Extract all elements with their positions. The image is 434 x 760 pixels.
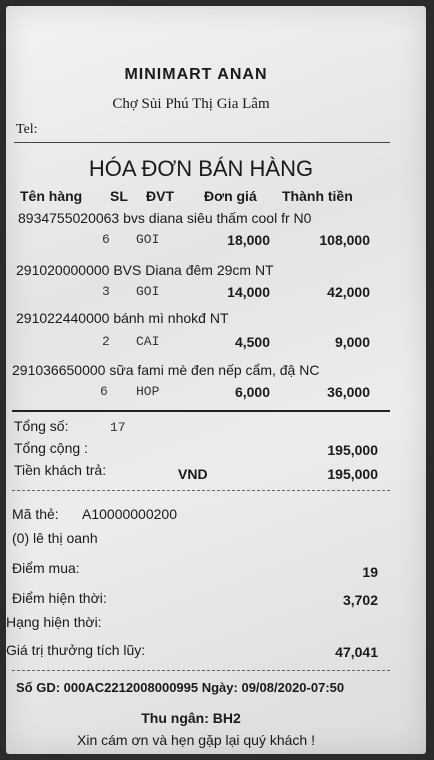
item-total: 42,000 — [327, 284, 370, 300]
item-unit: HOP — [136, 384, 160, 399]
grand-total-value: 195,000 — [327, 442, 378, 458]
header-divider — [14, 142, 390, 143]
customer-paid-value: 195,000 — [327, 466, 378, 482]
customer-divider — [12, 670, 390, 671]
purchase-points-value: 19 — [362, 564, 378, 580]
reward-value: 47,041 — [335, 644, 378, 660]
receipt — [6, 6, 426, 754]
item-name: 8934755020063 bvs diana siêu thấm cool fr N0 — [18, 210, 312, 226]
item-unit: GOI — [136, 284, 160, 299]
item-price: 18,000 — [227, 232, 270, 248]
column-header-name: Tên hàng — [20, 188, 83, 204]
card-label: Mã thẻ: — [12, 506, 59, 522]
purchase-points-label: Điểm mua: — [12, 560, 80, 576]
column-header-total: Thành tiền — [282, 188, 353, 204]
item-qty: 6 — [100, 384, 108, 399]
thank-you-message: Xin cám ơn và hẹn gặp lại quý khách ! — [77, 732, 315, 748]
item-price: 4,500 — [234, 334, 270, 350]
reward-value-label: Giá trị thưởng tích lũy: — [6, 642, 146, 658]
total-count-value: 17 — [110, 420, 126, 435]
customer-name: (0) lê thị oanh — [12, 530, 98, 546]
item-total: 36,000 — [327, 384, 370, 400]
item-total: 9,000 — [334, 334, 370, 350]
store-address: Chợ Sủi Phú Thị Gia Lâm — [112, 96, 270, 112]
column-header-qty: SL — [110, 188, 128, 204]
cashier: Thu ngân: BH2 — [141, 710, 241, 726]
current-points-label: Điểm hiện thời: — [12, 590, 107, 606]
total-count-label: Tổng số: — [14, 418, 69, 434]
summary-divider — [12, 490, 390, 491]
item-price: 6,000 — [234, 384, 270, 400]
item-qty: 6 — [102, 232, 110, 247]
item-price: 14,000 — [227, 284, 270, 300]
column-header-unit: ĐVT — [146, 188, 174, 204]
item-name: 291020000000 BVS Diana đêm 29cm NT — [16, 262, 274, 278]
current-points-value: 3,702 — [342, 592, 378, 608]
item-total: 108,000 — [319, 232, 370, 248]
items-divider — [12, 410, 390, 412]
invoice-title: HÓA ĐƠN BÁN HÀNG — [88, 156, 314, 181]
item-qty: 3 — [102, 284, 110, 299]
customer-paid-label: Tiền khách trả: — [14, 462, 107, 478]
item-unit: CAI — [136, 334, 160, 349]
item-name: 291022440000 bánh mì nhokđ NT — [16, 310, 229, 326]
current-rank-label: Hạng hiện thời: — [6, 614, 102, 630]
column-header-price: Đơn giá — [204, 188, 257, 204]
item-unit: GOI — [136, 232, 160, 247]
item-name: 291036650000 sữa fami mè đen nếp cẩm, đậ NC — [12, 362, 320, 378]
item-qty: 2 — [102, 334, 110, 349]
grand-total-label: Tổng cộng : — [14, 440, 88, 456]
transaction-info: Số GD: 000AC2212008000995 Ngày: 09/08/2020-07:50 — [16, 680, 345, 695]
currency-label: VND — [178, 466, 208, 482]
store-tel-label: Tel: — [16, 122, 38, 137]
card-value: A10000000200 — [82, 506, 177, 522]
store-name: MINIMART ANAN — [124, 66, 268, 83]
